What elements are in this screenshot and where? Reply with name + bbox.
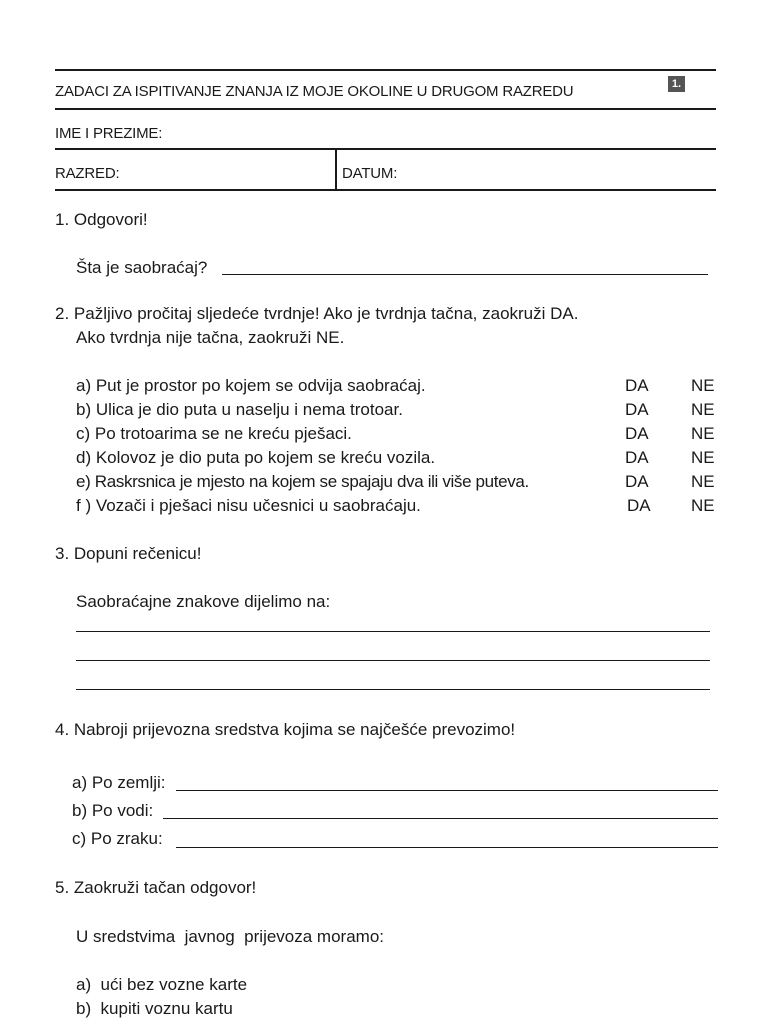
q1-answer-line[interactable] [222, 274, 708, 275]
q2-statement-d: d) Kolovoz je dio puta po kojem se kreću vozila. [76, 448, 436, 467]
q2-c-no[interactable]: NE [691, 424, 715, 443]
q2-c-yes[interactable]: DA [625, 424, 649, 443]
q2-f-no[interactable]: NE [691, 496, 715, 515]
class-label: RAZRED: [55, 165, 120, 182]
q1-title: 1. Odgovori! [55, 210, 148, 229]
q2-e-yes[interactable]: DA [625, 472, 649, 491]
q2-f-yes[interactable]: DA [627, 496, 651, 515]
page-number-badge: 1. [668, 76, 685, 92]
q2-statement-a: a) Put je prostor po kojem se odvija saobraćaj. [76, 376, 426, 395]
header-rule-1 [55, 108, 716, 110]
worksheet-title: ZADACI ZA ISPITIVANJE ZNANJA IZ MOJE OKOLINE U DRUGOM RAZREDU [55, 83, 574, 100]
q3-answer-line-1[interactable] [76, 631, 710, 632]
q2-subtitle: Ako tvrdnja nije tačna, zaokruži NE. [76, 328, 345, 347]
q2-e-no[interactable]: NE [691, 472, 715, 491]
q5-option-a[interactable]: a) ući bez vozne karte [76, 975, 248, 994]
header-rule-2 [55, 148, 716, 150]
q3-title: 3. Dopuni rečenicu! [55, 544, 202, 563]
q4-item-land: a) Po zemlji: [72, 773, 166, 792]
q3-answer-line-3[interactable] [76, 689, 710, 690]
date-label: DATUM: [342, 165, 398, 182]
q2-a-yes[interactable]: DA [625, 376, 649, 395]
header-bottom-rule [55, 189, 716, 191]
q2-title: 2. Pažljivo pročitaj sljedeće tvrdnje! Ako je tvrdnja tačna, zaokruži DA. [55, 304, 579, 323]
q3-prompt: Saobraćajne znakove dijelimo na: [76, 592, 331, 611]
q2-d-yes[interactable]: DA [625, 448, 649, 467]
q2-statement-e: e) Raskrsnica je mjesto na kojem se spajaju dva ili više puteva. [76, 472, 529, 491]
q5-option-b[interactable]: b) kupiti voznu kartu [76, 999, 233, 1018]
header-divider [335, 150, 337, 190]
q4-item-air: c) Po zraku: [72, 829, 163, 848]
q2-d-no[interactable]: NE [691, 448, 715, 467]
q3-answer-line-2[interactable] [76, 660, 710, 661]
q5-prompt: U sredstvima javnog prijevoza moramo: [76, 927, 385, 946]
q4-air-answer-line[interactable] [176, 847, 718, 848]
header-top-rule [55, 69, 716, 71]
q1-question: Šta je saobraćaj? [76, 258, 208, 277]
q2-statement-c: c) Po trotoarima se ne kreću pješaci. [76, 424, 352, 443]
q2-b-no[interactable]: NE [691, 400, 715, 419]
q5-title: 5. Zaokruži tačan odgovor! [55, 878, 257, 897]
name-label: IME I PREZIME: [55, 125, 163, 142]
q4-item-water: b) Po vodi: [72, 801, 154, 820]
q2-statement-b: b) Ulica je dio puta u naselju i nema trotoar. [76, 400, 403, 419]
q2-b-yes[interactable]: DA [625, 400, 649, 419]
q4-title: 4. Nabroji prijevozna sredstva kojima se najčešće prevozimo! [55, 720, 516, 739]
q2-a-no[interactable]: NE [691, 376, 715, 395]
q4-water-answer-line[interactable] [163, 818, 718, 819]
q4-land-answer-line[interactable] [176, 790, 718, 791]
q2-statement-f: f ) Vozači i pješaci nisu učesnici u saobraćaju. [76, 496, 421, 515]
